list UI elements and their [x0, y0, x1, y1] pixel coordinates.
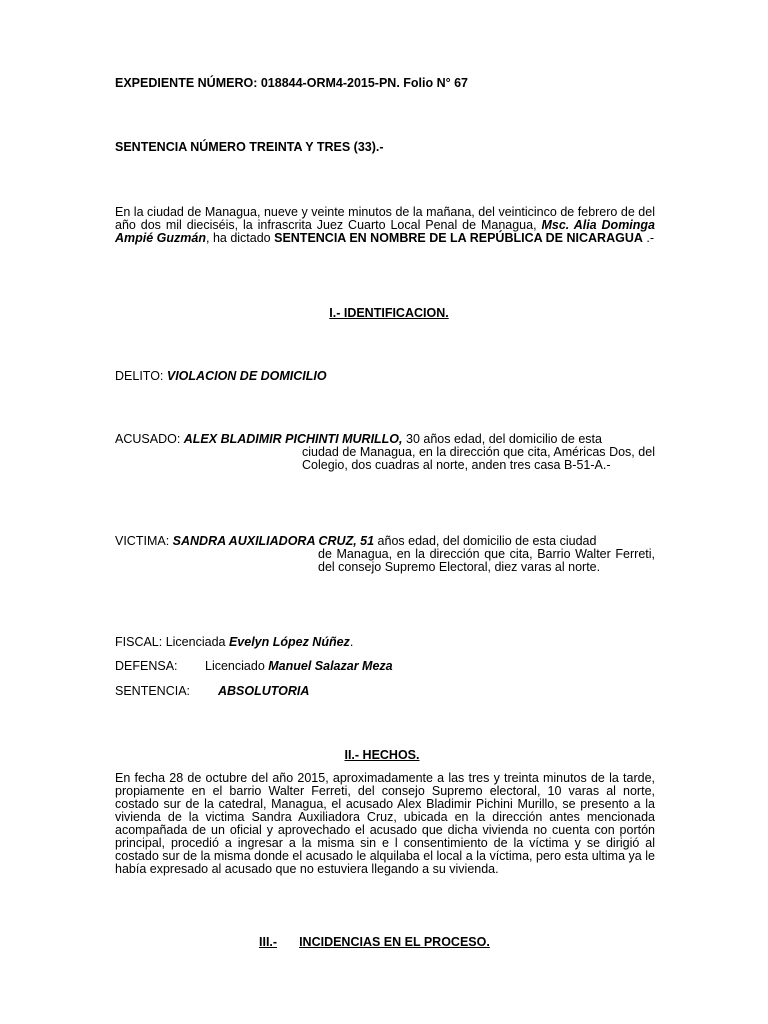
- intro-text-2: , ha dictado: [206, 231, 275, 245]
- intro-text-3: .-: [642, 231, 654, 245]
- acusado-block: [115, 433, 655, 472]
- intro-text: En la ciudad de Managua, nueve y veinte minutos de la mañana, del veinticinco de febrero de del año dos mil dieciséis, la infrascrita Juez Cuarto Local Penal de Managua,: [115, 205, 655, 232]
- acusado-first: 30 años edad, del domicilio de esta: [402, 432, 602, 446]
- acusado-rest: ciudad de Managua, en la dirección que cita, Américas Dos, del Colegio, dos cuadras al norte, anden tres casa B-51-A.-: [302, 445, 655, 472]
- section-3-title: INCIDENCIAS EN EL PROCESO.: [299, 935, 490, 949]
- section-3-heading: [259, 936, 490, 949]
- sentencia-label: SENTENCIA:: [115, 684, 191, 698]
- expediente-line: EXPEDIENTE NÚMERO: 018844-ORM4-2015-PN. Folio N° 67: [115, 76, 469, 90]
- defensa-prefix: Licenciado: [205, 659, 269, 673]
- sentencia-nombre: SENTENCIA EN NOMBRE DE LA REPÚBLICA DE NICARAGUA: [274, 231, 643, 245]
- defensa-name: Manuel Salazar Meza: [268, 659, 393, 673]
- delito-label: DELITO:: [115, 369, 167, 383]
- victima-first: años edad, del domicilio de esta ciudad: [374, 534, 597, 548]
- section-3-number: III.-: [259, 935, 278, 949]
- judge-name: Msc. Alia Dominga Ampié Guzmán: [115, 218, 656, 245]
- sentencia-number: SENTENCIA NÚMERO TREINTA Y TRES (33).-: [115, 140, 384, 154]
- fiscal-line: [115, 636, 353, 649]
- fiscal-name: Evelyn López Núñez: [228, 635, 350, 649]
- delito-line: [115, 370, 327, 383]
- intro-paragraph: [115, 206, 655, 245]
- victima-name: SANDRA AUXILIADORA CRUZ, 51: [172, 534, 375, 548]
- hechos-paragraph: En fecha 28 de octubre del año 2015, aproximadamente a las tres y treinta minutos de la tarde, propiamente en el barrio Walter Ferreti, del consejo Supremo electoral, 10 varas al norte, costado sur de la catedral, Managua, el acusado Alex Bladimir Pichini Murillo, se presento a la vivienda de la victima Sandra Auxiliadora Cruz, ubicada en la dirección antes mencionada acompañada de un oficial y aprovechado el acusado que dicha vivienda no cuenta con portón principal, procedió a ingresar a la misma sin e l consentimiento de la víctima y se dirigió al costado sur de la misma donde el acusado le alquilaba el local a la víctima, pero esta ultima ya le había expresado al acusado que no estuviera llegando a su vivienda.: [115, 771, 655, 876]
- fiscal-end: .: [349, 635, 354, 649]
- acusado-label: ACUSADO:: [115, 432, 184, 446]
- delito-value: VIOLACION DE DOMICILIO: [166, 369, 327, 383]
- victima-block: [115, 535, 655, 574]
- defensa-value: [205, 660, 393, 673]
- section-1-heading: I.- IDENTIFICACION.: [329, 306, 449, 320]
- victima-rest: de Managua, en la dirección que cita, Barrio Walter Ferreti, del consejo Supremo Electoral, diez varas al norte.: [318, 547, 655, 574]
- fiscal-label: FISCAL: Licenciada: [115, 635, 229, 649]
- victima-label: VICTIMA:: [115, 534, 173, 548]
- defensa-label: DEFENSA:: [115, 659, 178, 673]
- section-2-heading: II.- HECHOS.: [344, 748, 420, 762]
- sentencia-value: ABSOLUTORIA: [218, 684, 310, 698]
- acusado-name: ALEX BLADIMIR PICHINTI MURILLO,: [183, 432, 403, 446]
